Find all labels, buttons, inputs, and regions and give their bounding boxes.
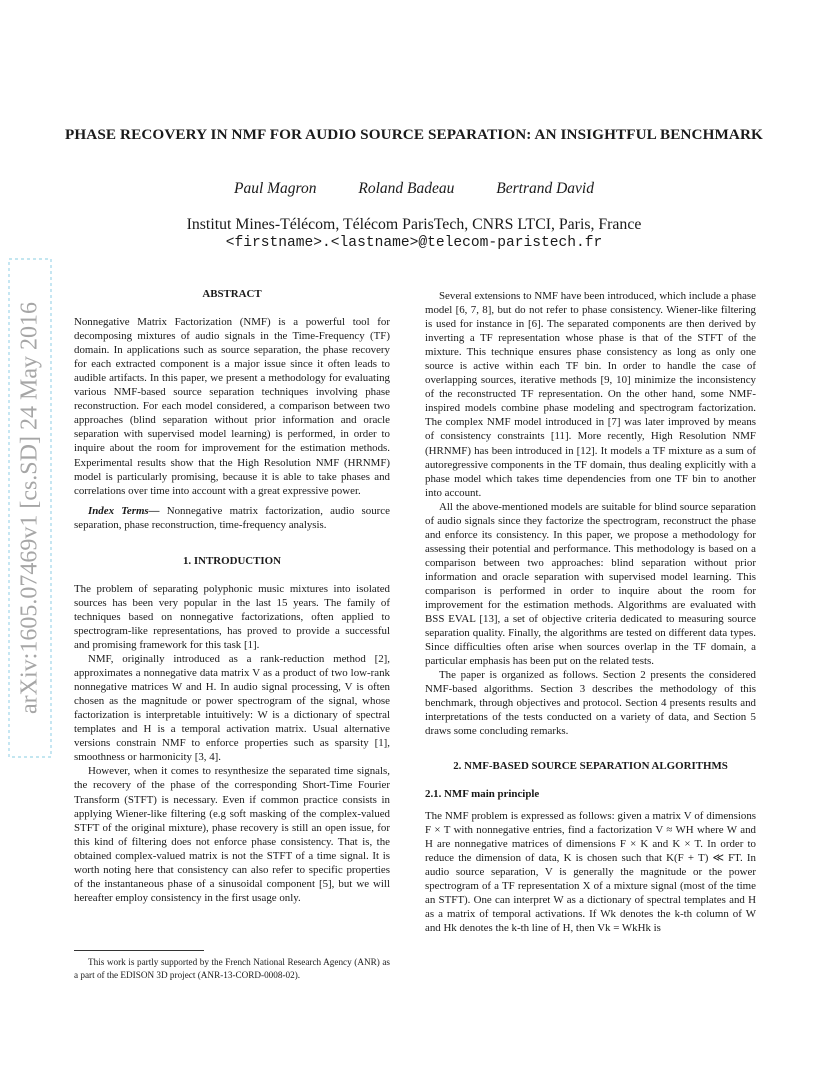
intro-paragraph: NMF, originally introduced as a rank-reduction method [2], approximates a nonnegative data matrix V as a product of two low-rank nonnegative matrices W and H. In audio signal processing, V is often chosen as the magnitude or power spectrogram of the signal, whose factorization is interpretable intuitively: W is a dictionary of spectral templates and H is a temporal activation matrix. Usual alternative versions constrain NMF to enforce properties such as sparsity [1], smoothness or harmonicity [3, 4]. xyxy=(74,653,390,764)
intro-paragraph: The problem of separating polyphonic music mixtures into isolated sources has been very popular in the last 15 years. The family of techniques based on nonnegative factorizations, often applied to spectrogram-like representations, has proved to provide a successful and promising framework for this task [1]. xyxy=(74,582,390,651)
body-paragraph: All the above-mentioned models are suitable for blind source separation of audio signals since they factorize the spectrogram, reconstruct the phase and enforce its consistency. In this paper, we propose a methodology for assessing their potential and performance. This methodology is based on a comparison between two approaches: blind separation without prior information and oracle separation with supervised model learning. This comparison is performed in order to inquire about the room for improvement for the estimation methods. Algorithms are evaluated with BSS EVAL [13], a set of objective criteria dedicated to measuring source separation quality. Finally, the algorithms are tested on different data types. Since difficulties often arise when sources overlap in the TF domain, a particular emphasis has been put on the related tests. xyxy=(425,500,756,668)
author-email: <firstname>.<lastname>@telecom-paristech.fr xyxy=(225,235,603,251)
subsection-heading: 2.1. NMF main principle xyxy=(425,787,540,800)
body-paragraph: The NMF problem is expressed as follows: given a matrix V of dimensions F × T with nonnegative entries, find a factorization V ≈ WH where W and H are nonnegative matrices of dimensions F × K and K × T. In order to reduce the dimension of data, K is chosen such that K(F + T) ≪ FT. In audio source separation, V is generally the magnitude or the power spectrogram of a TF representation X of a mixture signal (most of the time an STFT). One can interpret W as a dictionary of spectral templates and H as a matrix of temporal activations. If Wk denotes the k-th column of W and Hk denotes the k-th line of H, then Vk = WkHk is xyxy=(425,809,756,934)
footnote-text: This work is partly supported by the French National Research Agency (ANR) as a part of the EDISON 3D project (ANR-13-CORD-0008-02). xyxy=(74,957,390,980)
author-list xyxy=(0,180,828,198)
author-name: Roland Badeau xyxy=(358,180,455,197)
index-terms-label: Index Terms— xyxy=(88,504,160,517)
author-name: Bertrand David xyxy=(496,180,594,197)
intro-heading: 1. INTRODUCTION xyxy=(182,554,282,567)
body-paragraph: Several extensions to NMF have been introduced, which include a phase model [6, 7, 8], but do not refer to phase consistency. Wiener-like filtering is used for instance in [6]. The separated components are then derived by inverting a TF representation whose phase is that of the STFT of the mixture. This technique ensures phase consistency as long as only one source is active within each TF bin. In order to handle the case of overlapping sources, iterative methods [9, 10] minimize the inconsistency of the reconstructed TF representation. On the other hand, some NMF-inspired models combine phase modeling and spectrogram factorization. The complex NMF model introduced in [7] was later improved by means of consistency constraints [11]. More recently, High Resolution NMF (HRNMF) has been introduced in [12]. It models a TF mixture as a sum of autoregressive components in the TF domain, thus dealing explicitly with a phase model which takes time dependencies from one TF bin to another into account. xyxy=(425,290,756,499)
footnote-rule xyxy=(74,950,204,951)
body-paragraph: The paper is organized as follows. Section 2 presents the considered NMF-based algorithms. Section 3 describes the methodology of this benchmark, through objectives and protocol. Section 4 presents results and interpretations of the tests conducted on a variety of data, and Section 5 draws some concluding remarks. xyxy=(425,669,756,738)
index-terms xyxy=(74,504,390,532)
abstract-text: Nonnegative Matrix Factorization (NMF) is a powerful tool for decomposing mixtures of audio signals in the Time-Frequency (TF) domain. In applications such as source separation, the phase recovery for each extracted component is a major issue since it often leads to audible artifacts. In this paper, we present a methodology for evaluating various NMF-based source separation techniques involving phase reconstruction. For each model considered, a comparison between two approaches (blind separation without prior information and oracle separation with supervised model learning) is performed, in order to inquire about the room for improvement for the estimation methods. Experimental results show that the High Resolution NMF (HRNMF) model is particularly promising, because it is able to take phases and correlations over time into account with a great expressive power. xyxy=(74,316,390,497)
arxiv-stamp xyxy=(8,258,52,758)
abstract-heading: ABSTRACT xyxy=(202,288,262,300)
arxiv-stamp-text: arXiv:1605.07469v1 [cs.SD] 24 May 2016 xyxy=(16,302,43,714)
footnote xyxy=(74,956,390,981)
left-column xyxy=(74,287,390,905)
index-terms-text: Nonnegative matrix factorization, audio source separation, phase reconstruction, time-frequency analysis. xyxy=(74,504,390,531)
affiliation: Institut Mines-Télécom, Télécom ParisTech, CNRS LTCI, Paris, France xyxy=(186,216,642,233)
section2-heading: 2. NMF-BASED SOURCE SEPARATION ALGORITHMS xyxy=(453,759,728,772)
author-name: Paul Magron xyxy=(233,180,317,197)
intro-paragraph: However, when it comes to resynthesize the separated time signals, the recovery of the phase of the corresponding Short-Time Fourier Transform (STFT) is necessary. Even if common practice consists in applying Wiener-like filtering (e.g soft masking of the complex-valued STFT of the original mixture), phase recovery is still an open issue, for this kind of filtering does not enforce phase consistency. That is, the obtained complex-valued matrix is not the STFT of a time signal. It is worth noting here that consistency can also refer to specific properties of the instantaneous phase of a sinusoidal component [5], but we will hereafter employ consistency in the first usage only. xyxy=(74,765,390,904)
paper-title: PHASE RECOVERY IN NMF FOR AUDIO SOURCE SEPARATION: AN INSIGHTFUL BENCHMARK xyxy=(65,126,763,143)
right-column xyxy=(425,289,756,935)
